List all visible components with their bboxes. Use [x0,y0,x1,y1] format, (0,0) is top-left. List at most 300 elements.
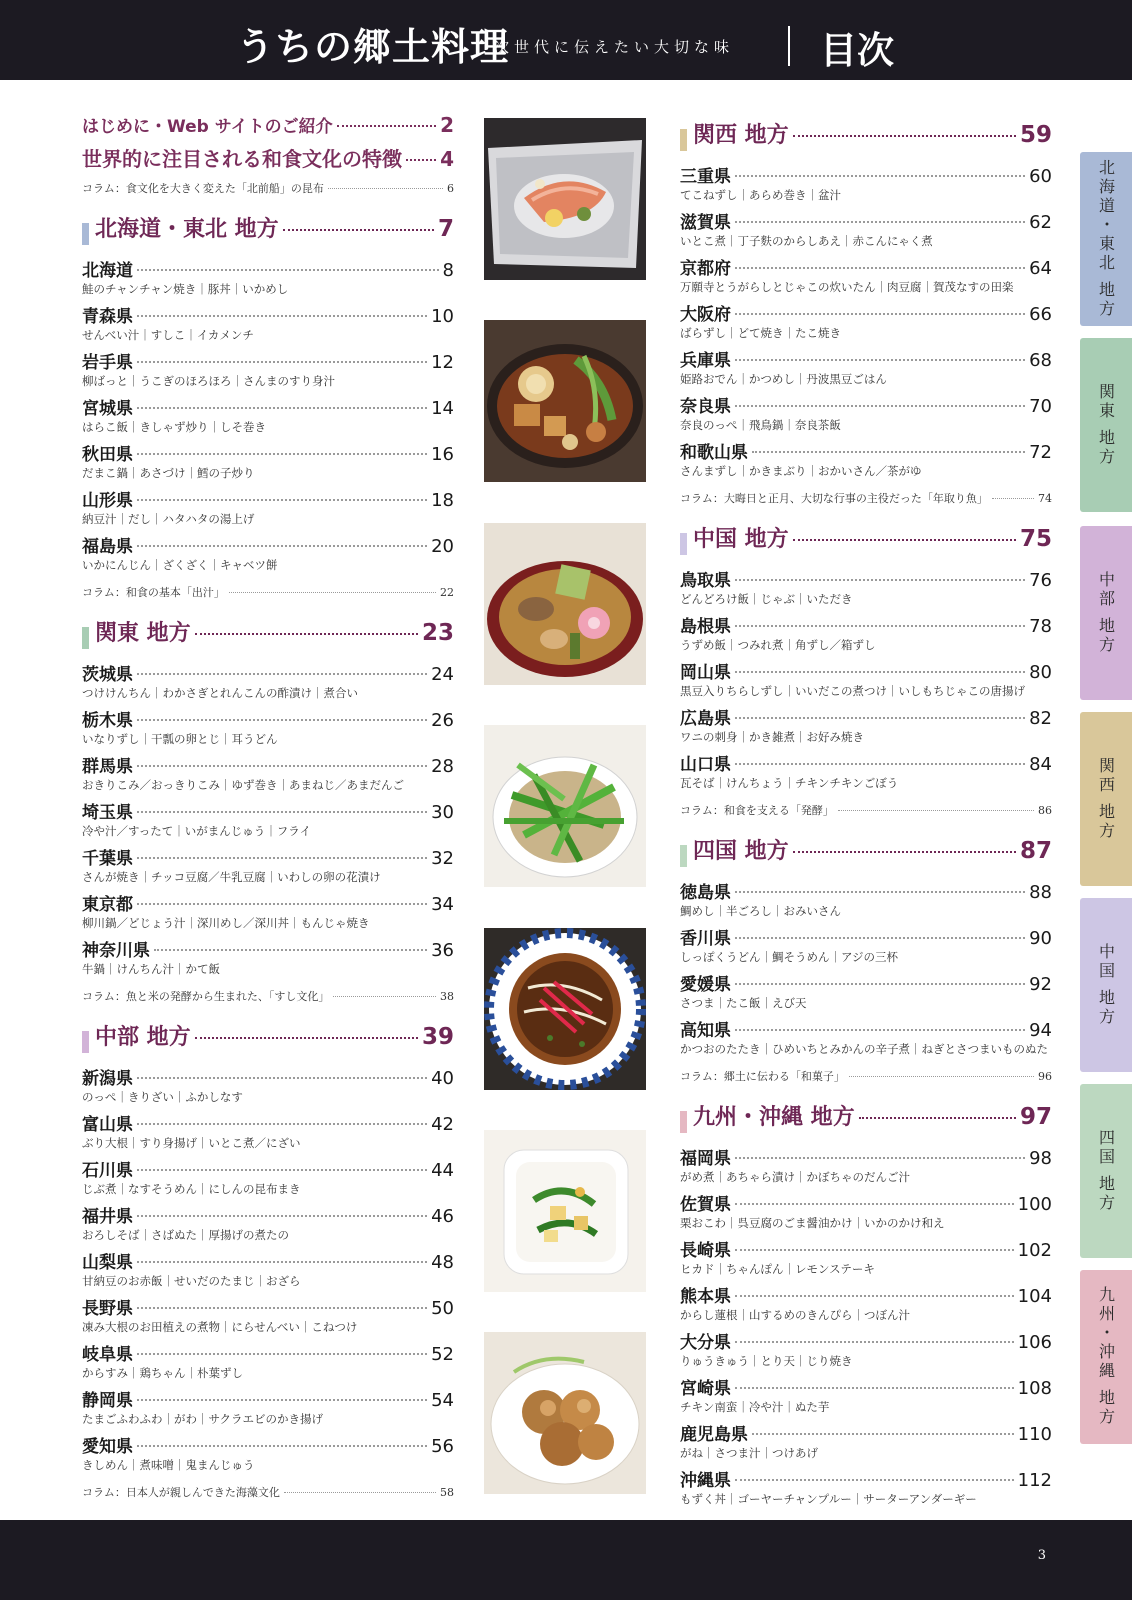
section-color-bar [680,533,687,555]
prefecture-entry[interactable] [82,1110,454,1156]
prefecture-name: 千葉県 [82,849,133,869]
prefecture-name: 宮崎県 [680,1379,731,1399]
leader-dots [137,499,427,501]
dish-list: りゅうきゅう｜とり天｜じり焼き [680,1354,853,1368]
section-page: 23 [421,620,454,646]
prefecture-row [82,256,454,281]
prefecture-row [680,658,1052,683]
section-title: 関東 地方 [95,620,191,646]
dish-list: せんべい汁｜すしこ｜イカメンチ [82,328,254,342]
section-page: 39 [421,1024,454,1050]
intro-page: 4 [440,147,454,171]
region-section-heading[interactable] [680,522,1052,566]
prefecture-entry[interactable] [82,660,454,706]
prefecture-entry[interactable] [82,1432,454,1478]
prefecture-name: 鹿児島県 [680,1425,748,1445]
leader-dots [838,810,1034,811]
intro-page: 2 [440,113,454,137]
dish-list: 姫路おでん｜かつめし｜丹波黒豆ごはん [680,372,887,386]
region-section-heading[interactable] [82,1020,454,1064]
prefecture-entry[interactable] [680,878,1052,924]
prefecture-page: 62 [1029,212,1052,233]
prefecture-page: 88 [1029,882,1052,903]
prefecture-row [680,300,1052,325]
leader-dots [752,451,1025,453]
prefecture-page: 100 [1017,1194,1052,1215]
leader-dots [735,1387,1014,1389]
prefecture-row [680,162,1052,187]
region-tab-label: 関西 地方 [1096,756,1116,842]
region-tab[interactable] [1080,338,1132,512]
region-section-heading[interactable] [82,212,454,256]
prefecture-entry[interactable] [82,936,454,982]
section-color-bar [82,627,89,649]
dish-list: 万願寺とうがらしとじゃこの炊いたん｜肉豆腐｜賀茂なすの田楽 [680,280,1014,294]
leader-dots [859,1117,1016,1119]
leader-dots [735,267,1025,269]
dish-list: のっぺ｜きりざい｜ふかしなす [82,1090,243,1104]
section-title: 北海道・東北 地方 [95,216,279,242]
prefecture-page: 104 [1017,1286,1052,1307]
prefecture-name: 福井県 [82,1207,133,1227]
region-section-heading[interactable] [680,834,1052,878]
prefecture-name: 福岡県 [680,1149,731,1169]
prefecture-name: 滋賀県 [680,213,731,233]
prefecture-row [680,1190,1052,1215]
prefecture-entry[interactable] [680,300,1052,346]
prefecture-name: 東京都 [82,895,133,915]
leader-dots [735,625,1025,627]
prefecture-name: 島根県 [680,617,731,637]
prefecture-entry[interactable] [680,1144,1052,1190]
prefecture-row [680,612,1052,637]
prefecture-name: 静岡県 [82,1391,133,1411]
dish-list: 凍み大根のお田植えの煮物｜にらせんべい｜こねつけ [82,1320,358,1334]
region-tab[interactable] [1080,712,1132,886]
dish-list: 鮭のチャンチャン焼き｜豚丼｜いかめし [82,282,289,296]
prefecture-entry[interactable] [82,1386,454,1432]
column-page: 38 [440,990,454,1003]
leader-dots [735,1249,1014,1251]
prefecture-entry[interactable] [680,162,1052,208]
prefecture-row [82,1248,454,1273]
prefecture-name: 高知県 [680,1021,731,1041]
dish-list: 黒豆入りちらしずし｜いいだこの煮つけ｜いしもちじゃこの唐揚げ [680,684,1025,698]
region-tab-label: 関東 地方 [1096,382,1116,468]
toc-left-column [82,112,454,1506]
dish-list: さんが焼き｜チッコ豆腐／牛乳豆腐｜いわしの卵の花漬け [82,870,381,884]
prefecture-page: 40 [431,1068,454,1089]
region-tab[interactable] [1080,1270,1132,1444]
leader-dots [137,857,427,859]
prefecture-row [680,750,1052,775]
prefecture-entry[interactable] [680,438,1052,484]
leader-dots [137,1307,427,1309]
region-tab[interactable] [1080,526,1132,700]
section-title: 九州・沖縄 地方 [693,1104,855,1130]
dish-list: しっぽくうどん｜鯛そうめん｜アジの三杯 [680,950,899,964]
leader-dots [793,851,1016,853]
prefecture-entry[interactable] [82,706,454,752]
leader-dots [137,1123,427,1125]
column-page: 86 [1038,804,1052,817]
leader-dots [793,135,1016,137]
prefecture-name: 北海道 [82,261,133,281]
leader-dots [337,125,437,127]
prefecture-row [82,302,454,327]
prefecture-name: 神奈川県 [82,941,150,961]
leader-dots [735,891,1025,893]
prefecture-page: 60 [1029,166,1052,187]
prefecture-name: 広島県 [680,709,731,729]
leader-dots [735,1029,1025,1031]
leader-dots [284,1492,436,1493]
prefecture-row [680,208,1052,233]
region-tab-label: 北海道・東北 地方 [1096,158,1116,320]
prefecture-name: 埼玉県 [82,803,133,823]
leader-dots [137,811,427,813]
column-label: コラム：魚と米の発酵から生まれた、「すし文化」 [82,990,330,1003]
dish-list: がね｜さつま汁｜つけあげ [680,1446,818,1460]
column-page: 22 [440,586,454,599]
leader-dots [735,175,1025,177]
prefecture-name: 大阪府 [680,305,731,325]
dish-list: 冷や汁／すったて｜いがまんじゅう｜フライ [82,824,311,838]
prefecture-row [82,1432,454,1457]
prefecture-row [82,844,454,869]
prefecture-name: 長崎県 [680,1241,731,1261]
column-page: 74 [1038,492,1052,505]
prefecture-row [680,254,1052,279]
prefecture-page: 80 [1029,662,1052,683]
leader-dots [406,159,436,161]
dish-list: ヒカド｜ちゃんぽん｜レモンステーキ [680,1262,875,1276]
prefecture-page: 64 [1029,258,1052,279]
section-page: 97 [1019,1104,1052,1130]
leader-dots [137,1399,427,1401]
region-tab[interactable] [1080,898,1132,1072]
region-tab[interactable] [1080,1084,1132,1258]
toc-intro-entry[interactable] [82,143,454,174]
prefecture-page: 34 [431,894,454,915]
prefecture-page: 30 [431,802,454,823]
prefecture-name: 秋田県 [82,445,133,465]
prefecture-name: 栃木県 [82,711,133,731]
prefecture-entry[interactable] [82,1294,454,1340]
dish-list: おろしそば｜さばぬた｜厚揚げの煮たの [82,1228,289,1242]
prefecture-entry[interactable] [82,1248,454,1294]
prefecture-entry[interactable] [680,704,1052,750]
region-tab-label: 中部 地方 [1096,570,1116,656]
prefecture-page: 26 [431,710,454,731]
footer-bar [0,1520,1132,1600]
leader-dots [137,361,427,363]
leader-dots [137,1077,427,1079]
dish-list: からすみ｜鶏ちゃん｜朴葉ずし [82,1366,243,1380]
column-label: コラム：日本人が親しんできた海藻文化 [82,1486,280,1499]
prefecture-row [680,346,1052,371]
region-tab-label: 九州・沖縄 地方 [1096,1286,1116,1428]
leader-dots [735,405,1025,407]
leader-dots [735,359,1025,361]
green-vegetable-salad-photo [484,725,646,887]
prefecture-entry[interactable] [680,1374,1052,1420]
prefecture-name: 京都府 [680,259,731,279]
column-label: コラム：和食の基本「出汁」 [82,586,225,599]
prefecture-row [680,704,1052,729]
region-section-heading[interactable] [680,1100,1052,1144]
dish-list: 栗おこわ｜呉豆腐のごま醤油かけ｜いかのかけ和え [680,1216,945,1230]
prefecture-page: 20 [431,536,454,557]
prefecture-name: 宮城県 [82,399,133,419]
leader-dots [137,407,427,409]
prefecture-row [680,566,1052,591]
region-section-heading[interactable] [82,616,454,660]
prefecture-entry[interactable] [680,254,1052,300]
prefecture-page: 66 [1029,304,1052,325]
prefecture-entry[interactable] [680,1466,1052,1512]
prefecture-row [680,1144,1052,1169]
column-page: 58 [440,1486,454,1499]
dish-list: 甘納豆のお赤飯｜せいだのたまじ｜おざら [82,1274,301,1288]
prefecture-entry[interactable] [680,1016,1052,1062]
dish-list: ワニの刺身｜かき雑煮｜お好み焼き [680,730,864,744]
prefecture-entry[interactable] [82,798,454,844]
prefecture-entry[interactable] [82,348,454,394]
leader-dots [137,719,427,721]
prefecture-name: 岐阜県 [82,1345,133,1365]
prefecture-page: 110 [1017,1424,1052,1445]
section-color-bar [82,223,89,245]
toc-column-entry[interactable] [82,584,454,606]
prefecture-entry[interactable] [680,566,1052,612]
prefecture-entry[interactable] [82,1064,454,1110]
prefecture-entry[interactable] [82,302,454,348]
leader-dots [735,1341,1014,1343]
prefecture-entry[interactable] [680,1420,1052,1466]
dish-list: さつま｜たこ飯｜えび天 [680,996,807,1010]
prefecture-name: 熊本県 [680,1287,731,1307]
leader-dots [195,1037,418,1039]
leader-dots [137,1215,427,1217]
prefecture-entry[interactable] [680,1236,1052,1282]
prefecture-entry[interactable] [680,392,1052,438]
prefecture-page: 68 [1029,350,1052,371]
prefecture-entry[interactable] [82,532,454,578]
leader-dots [137,453,427,455]
section-page: 7 [437,216,454,242]
prefecture-page: 42 [431,1114,454,1135]
leader-dots [137,673,427,675]
prefecture-name: 新潟県 [82,1069,133,1089]
prefecture-entry[interactable] [680,658,1052,704]
toc-column-entry[interactable] [680,1068,1052,1090]
dish-list: つけけんちん｜わかさぎとれんこんの酢漬け｜煮合い [82,686,358,700]
dish-list: 柳川鍋／どじょう汁｜深川めし／深川丼｜もんじゃ焼き [82,916,370,930]
dish-list: からし蓮根｜山するめのきんぴら｜つぼん汁 [680,1308,910,1322]
leader-dots [793,539,1016,541]
prefecture-row [82,890,454,915]
prefecture-row [82,532,454,557]
dish-list: いとこ煮｜丁子麩のからしあえ｜赤こんにゃく煮 [680,234,933,248]
region-tab[interactable] [1080,152,1132,326]
leader-dots [735,717,1025,719]
prefecture-page: 90 [1029,928,1052,949]
prefecture-row [680,1328,1052,1353]
prefecture-page: 92 [1029,974,1052,995]
prefecture-row [680,924,1052,949]
prefecture-entry[interactable] [680,612,1052,658]
leader-dots [735,221,1025,223]
dish-list: どんどろけ飯｜じゃぶ｜いただき [680,592,853,606]
prefecture-entry[interactable] [680,1282,1052,1328]
column-page: 6 [447,182,454,195]
prefecture-page: 32 [431,848,454,869]
leader-dots [333,996,436,997]
prefecture-row [680,1236,1052,1261]
leader-dots [137,765,427,767]
prefecture-name: 三重県 [680,167,731,187]
region-tab-label: 中国 地方 [1096,942,1116,1028]
prefecture-entry[interactable] [680,346,1052,392]
toc-intro-entry[interactable] [82,112,454,143]
prefecture-name: 鳥取県 [680,571,731,591]
dish-list: 瓦そば｜けんちょう｜チキンチキンごぼう [680,776,899,790]
prefecture-row [82,1294,454,1319]
book-subtitle: 次世代に伝えたい大切な味 [494,38,735,56]
prefecture-entry[interactable] [82,752,454,798]
dish-list: がめ煮｜あちゃら漬け｜かぼちゃのだんご汁 [680,1170,910,1184]
leader-dots [735,671,1025,673]
prefecture-page: 84 [1029,754,1052,775]
toc-column-entry[interactable] [680,802,1052,824]
prefecture-entry[interactable] [82,1156,454,1202]
dish-list: おきりこみ／おっきりこみ｜ゆず巻き｜あまねじ／あまだんご [82,778,404,792]
prefecture-name: 愛知県 [82,1437,133,1457]
leader-dots [229,592,436,593]
prefecture-page: 106 [1017,1332,1052,1353]
prefecture-entry[interactable] [680,208,1052,254]
dish-list: 鯛めし｜半ごろし｜おみいさん [680,904,841,918]
prefecture-row [680,970,1052,995]
prefecture-name: 富山県 [82,1115,133,1135]
prefecture-page: 18 [431,490,454,511]
prefecture-row [82,1340,454,1365]
prefecture-name: 奈良県 [680,397,731,417]
leader-dots [992,498,1034,499]
prefecture-name: 石川県 [82,1161,133,1181]
prefecture-entry[interactable] [680,750,1052,796]
prefecture-name: 青森県 [82,307,133,327]
toc-column-entry[interactable] [82,1484,454,1506]
prefecture-name: 沖縄県 [680,1471,731,1491]
dish-list: さんまずし｜かきまぶり｜おかいさん／茶がゆ [680,464,922,478]
prefecture-entry[interactable] [82,486,454,532]
prefecture-page: 24 [431,664,454,685]
prefecture-page: 16 [431,444,454,465]
toc-column-entry[interactable] [680,490,1052,512]
prefecture-name: 山梨県 [82,1253,133,1273]
prefecture-name: 徳島県 [680,883,731,903]
book-title: うちの郷土料理 [236,24,510,69]
leader-dots [328,188,443,189]
prefecture-page: 108 [1017,1378,1052,1399]
prefecture-row [680,438,1052,463]
prefecture-page: 44 [431,1160,454,1181]
prefecture-row [82,1202,454,1227]
column-page: 96 [1038,1070,1052,1083]
dish-list: 柳ばっと｜うこぎのほろほろ｜さんまのすり身汁 [82,374,335,388]
prefecture-entry[interactable] [680,924,1052,970]
prefecture-row [82,348,454,373]
prefecture-name: 岡山県 [680,663,731,683]
prefecture-entry[interactable] [82,440,454,486]
prefecture-row [82,706,454,731]
prefecture-entry[interactable] [680,970,1052,1016]
prefecture-entry[interactable] [82,1340,454,1386]
prefecture-entry[interactable] [82,394,454,440]
dish-list: うずめ飯｜つみれ煮｜角ずし／箱ずし [680,638,876,652]
prefecture-entry[interactable] [82,256,454,302]
section-page: 87 [1019,838,1052,864]
prefecture-name: 長野県 [82,1299,133,1319]
prefecture-page: 54 [431,1390,454,1411]
prefecture-entry[interactable] [82,1202,454,1248]
prefecture-page: 28 [431,756,454,777]
vegetable-aemono-photo [484,1130,646,1292]
leader-dots [735,1157,1025,1159]
prefecture-name: 兵庫県 [680,351,731,371]
toc-column-entry[interactable] [82,180,454,202]
page-number: 3 [1037,1548,1046,1563]
prefecture-entry[interactable] [680,1190,1052,1236]
section-title: 関西 地方 [693,122,789,148]
section-title: 中国 地方 [693,526,789,552]
prefecture-page: 8 [442,260,454,281]
leader-dots [735,1295,1014,1297]
leader-dots [752,1433,1014,1435]
prefecture-row [680,392,1052,417]
prefecture-row [680,1466,1052,1491]
toc-column-entry[interactable] [82,988,454,1010]
dish-list: チキン南蛮｜冷や汁｜ぬた芋 [680,1400,830,1414]
prefecture-page: 56 [431,1436,454,1457]
region-section-heading[interactable] [680,118,1052,162]
dish-list: いかにんじん｜ざくざく｜キャベツ餅 [82,558,278,572]
prefecture-page: 12 [431,352,454,373]
prefecture-page: 14 [431,398,454,419]
leader-dots [137,315,427,317]
header-divider [788,26,790,66]
leader-dots [137,545,427,547]
prefecture-entry[interactable] [82,890,454,936]
prefecture-page: 82 [1029,708,1052,729]
prefecture-entry[interactable] [82,844,454,890]
dish-list: じぶ煮｜なすそうめん｜にしんの昆布まき [82,1182,301,1196]
leader-dots [137,1353,427,1355]
prefecture-page: 94 [1029,1020,1052,1041]
leader-dots [137,1261,427,1263]
section-page: 59 [1019,122,1052,148]
prefecture-entry[interactable] [680,1328,1052,1374]
prefecture-page: 98 [1029,1148,1052,1169]
section-color-bar [680,129,687,151]
dish-list: はらこ飯｜きしゃず炒り｜しそ巻き [82,420,266,434]
column-label: コラム：和食を支える「発酵」 [680,804,834,817]
dish-list: いなりずし｜干瓢の卵とじ｜耳うどん [82,732,278,746]
toc-heading: 目次 [820,28,894,72]
section-color-bar [680,845,687,867]
